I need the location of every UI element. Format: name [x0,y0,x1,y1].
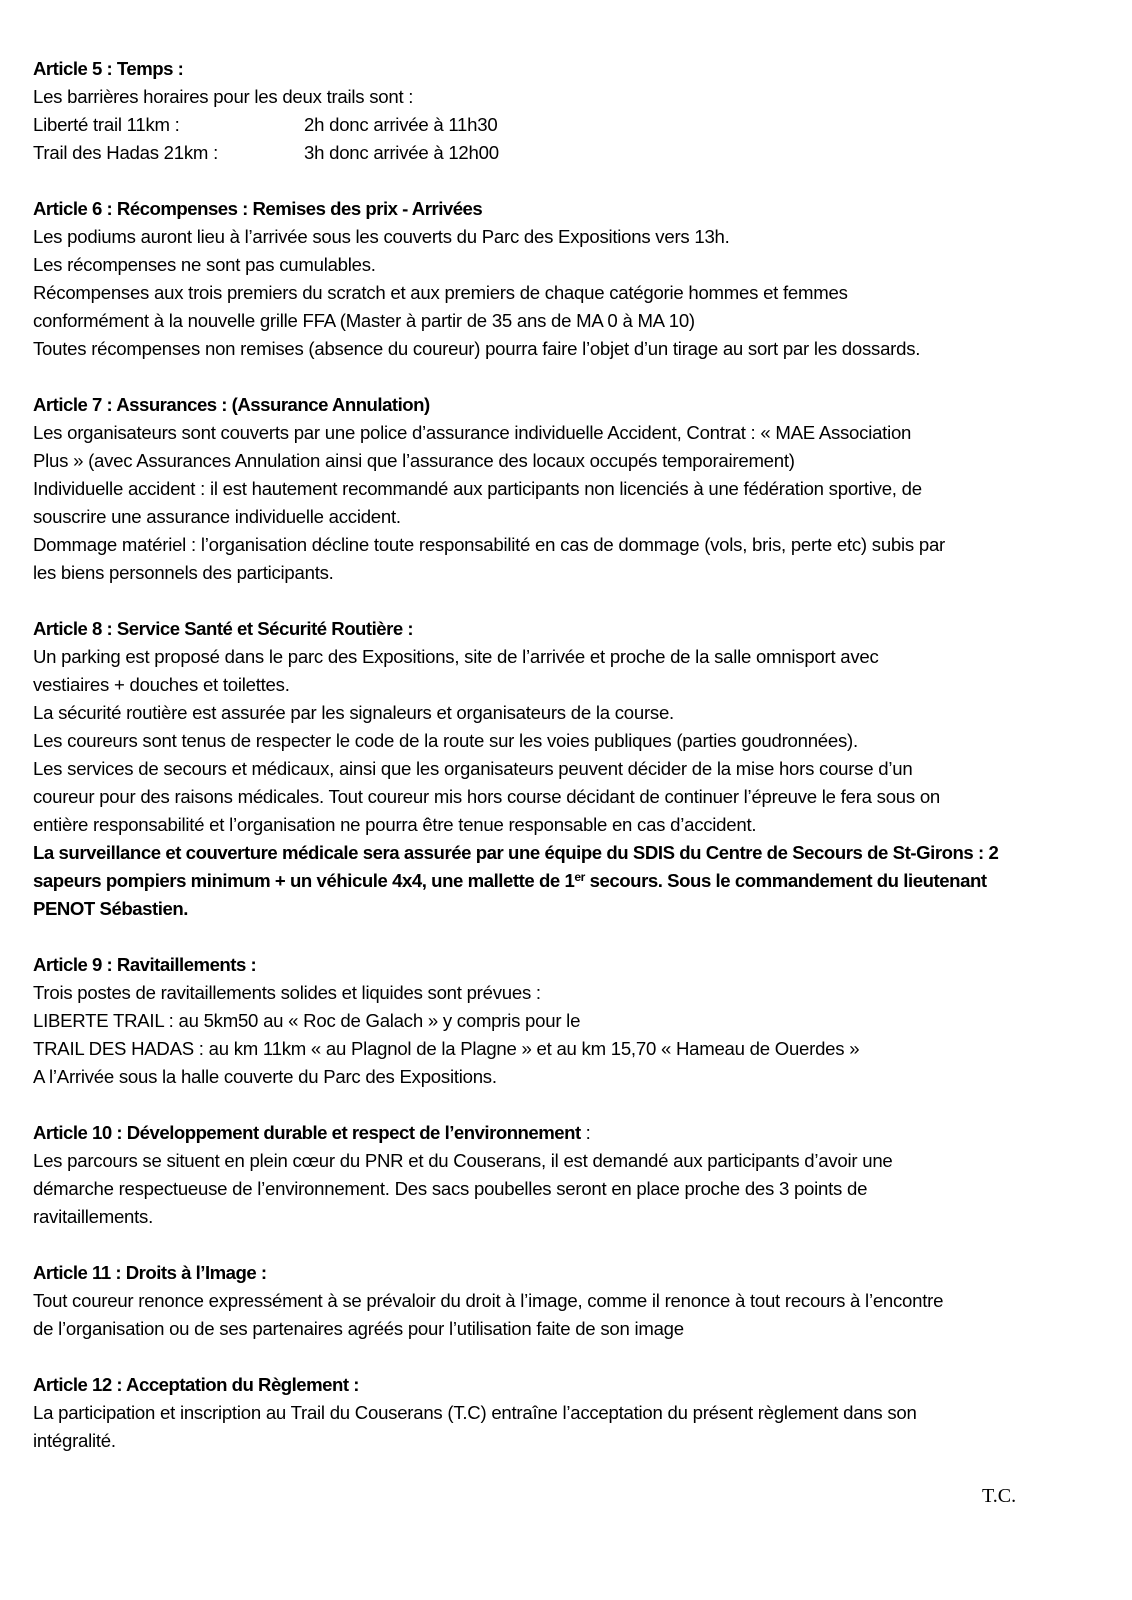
superscript-er: er [574,870,585,884]
article-9-line: A l’Arrivée sous la halle couverte du Parc des Expositions. [33,1066,497,1087]
article-9-line: Trois postes de ravitaillements solides et liquides sont prévues : [33,982,541,1003]
article-8-line: Un parking est proposé dans le parc des Expositions, site de l’arrivée et proche de la salle omnisport avec [33,646,879,667]
article-8-title: Article 8 : Service Santé et Sécurité Routière : [33,618,414,639]
article-7-title: Article 7 : Assurances : (Assurance Annulation) [33,394,430,415]
article-11-line: Tout coureur renonce expressément à se prévaloir du droit à l’image, comme il renonce à tout recours à l’encontre [33,1290,944,1311]
article-11-line: de l’organisation ou de ses partenaires agréés pour l’utilisation faite de son image [33,1318,684,1339]
article-8-line: coureur pour des raisons médicales. Tout coureur mis hors course décidant de continuer l’épreuve le fera sous on [33,786,941,807]
article-8-line: Les services de secours et médicaux, ainsi que les organisateurs peuvent décider de la mise hors course d’un [33,758,913,779]
article-8-line: La sécurité routière est assurée par les signaleurs et organisateurs de la course. [33,702,674,723]
article-9-line: LIBERTE TRAIL : au 5km50 au « Roc de Galach » y compris pour le [33,1010,581,1031]
article-7-line: souscrire une assurance individuelle accident. [33,506,401,527]
article-10-heading [33,1119,1105,1147]
article-6-line: Toutes récompenses non remises (absence du coureur) pourra faire l’objet d’un tirage au sort par les dossards. [33,338,921,359]
article-7-line: Individuelle accident : il est hautement recommandé aux participants non licenciés à une fédération sportive, de [33,478,922,499]
article-12-line: intégralité. [33,1430,116,1451]
article-10-line: ravitaillements. [33,1206,154,1227]
signature-initials: T.C. [982,1485,1017,1507]
article-12-line: La participation et inscription au Trail du Couserans (T.C) entraîne l’acceptation du présent règlement dans son [33,1402,917,1423]
article-6-rewards [33,195,1105,363]
article-6-line: Les récompenses ne sont pas cumulables. [33,254,376,275]
article-8-line: vestiaires + douches et toilettes. [33,674,290,695]
time-limit-row [33,139,1105,167]
time-limit-row [33,111,1105,139]
article-11-image-rights [33,1259,1105,1343]
article-10-line: Les parcours se situent en plein cœur du PNR et du Couserans, il est demandé aux participants d’avoir une [33,1150,893,1171]
article-5-title: Article 5 : Temps : [33,58,184,79]
article-10-title: Article 10 : Développement durable et respect de l’environnement [33,1122,581,1143]
medical-coverage-line: La surveillance et couverture médicale sera assurée par une équipe du SDIS du Centre de Secours de St-Girons : 2 [33,842,999,863]
article-11-title: Article 11 : Droits à l’Image : [33,1262,267,1283]
time-limit-value: 2h donc arrivée à 11h30 [304,114,498,135]
article-6-title: Article 6 : Récompenses : Remises des prix - Arrivées [33,198,483,219]
article-9-line: TRAIL DES HADAS : au km 11km « au Plagnol de la Plagne » et au km 15,70 « Hameau de Ouerdes » [33,1038,860,1059]
regulation-document [33,55,1105,1483]
article-10-title-suffix: : [580,1122,591,1143]
article-7-line: Plus » (avec Assurances Annulation ainsi que l’assurance des locaux occupés temporairement) [33,450,795,471]
article-7-line: Les organisateurs sont couverts par une police d’assurance individuelle Accident, Contrat : « MAE Association [33,422,912,443]
article-7-line: les biens personnels des participants. [33,562,334,583]
article-10-line: démarche respectueuse de l’environnement. Des sacs poubelles seront en place proche des 3 points de [33,1178,868,1199]
medical-coverage-text: secours. Sous le commandement du lieutenant [584,870,987,891]
article-12-title: Article 12 : Acceptation du Règlement : [33,1374,359,1395]
article-8-line: Les coureurs sont tenus de respecter le code de la route sur les voies publiques (parties goudronnées). [33,730,858,751]
article-9-supplies [33,951,1105,1091]
article-7-line: Dommage matériel : l’organisation décline toute responsabilité en cas de dommage (vols, bris, perte etc) subis par [33,534,945,555]
article-7-insurance [33,391,1105,587]
medical-coverage-line [33,867,1105,895]
article-6-line: conformément à la nouvelle grille FFA (Master à partir de 35 ans de MA 0 à MA 10) [33,310,695,331]
article-6-line: Les podiums auront lieu à l’arrivée sous les couverts du Parc des Expositions vers 13h. [33,226,730,247]
medical-coverage-text: sapeurs pompiers minimum + un véhicule 4x4, une mallette de 1 [33,870,575,891]
article-10-environment [33,1119,1105,1231]
time-limit-label: Trail des Hadas 21km : [33,142,218,163]
article-5-intro: Les barrières horaires pour les deux trails sont : [33,86,414,107]
article-6-line: Récompenses aux trois premiers du scratch et aux premiers de chaque catégorie hommes et femmes [33,282,848,303]
article-8-line: entière responsabilité et l’organisation ne pourra être tenue responsable en cas d’accident. [33,814,757,835]
medical-coverage-line: PENOT Sébastien. [33,898,189,919]
time-limit-value: 3h donc arrivée à 12h00 [304,142,499,163]
article-8-health-safety [33,615,1105,923]
article-5-time [33,55,1105,167]
article-9-title: Article 9 : Ravitaillements : [33,954,257,975]
article-12-acceptance [33,1371,1105,1455]
time-limit-label: Liberté trail 11km : [33,114,180,135]
